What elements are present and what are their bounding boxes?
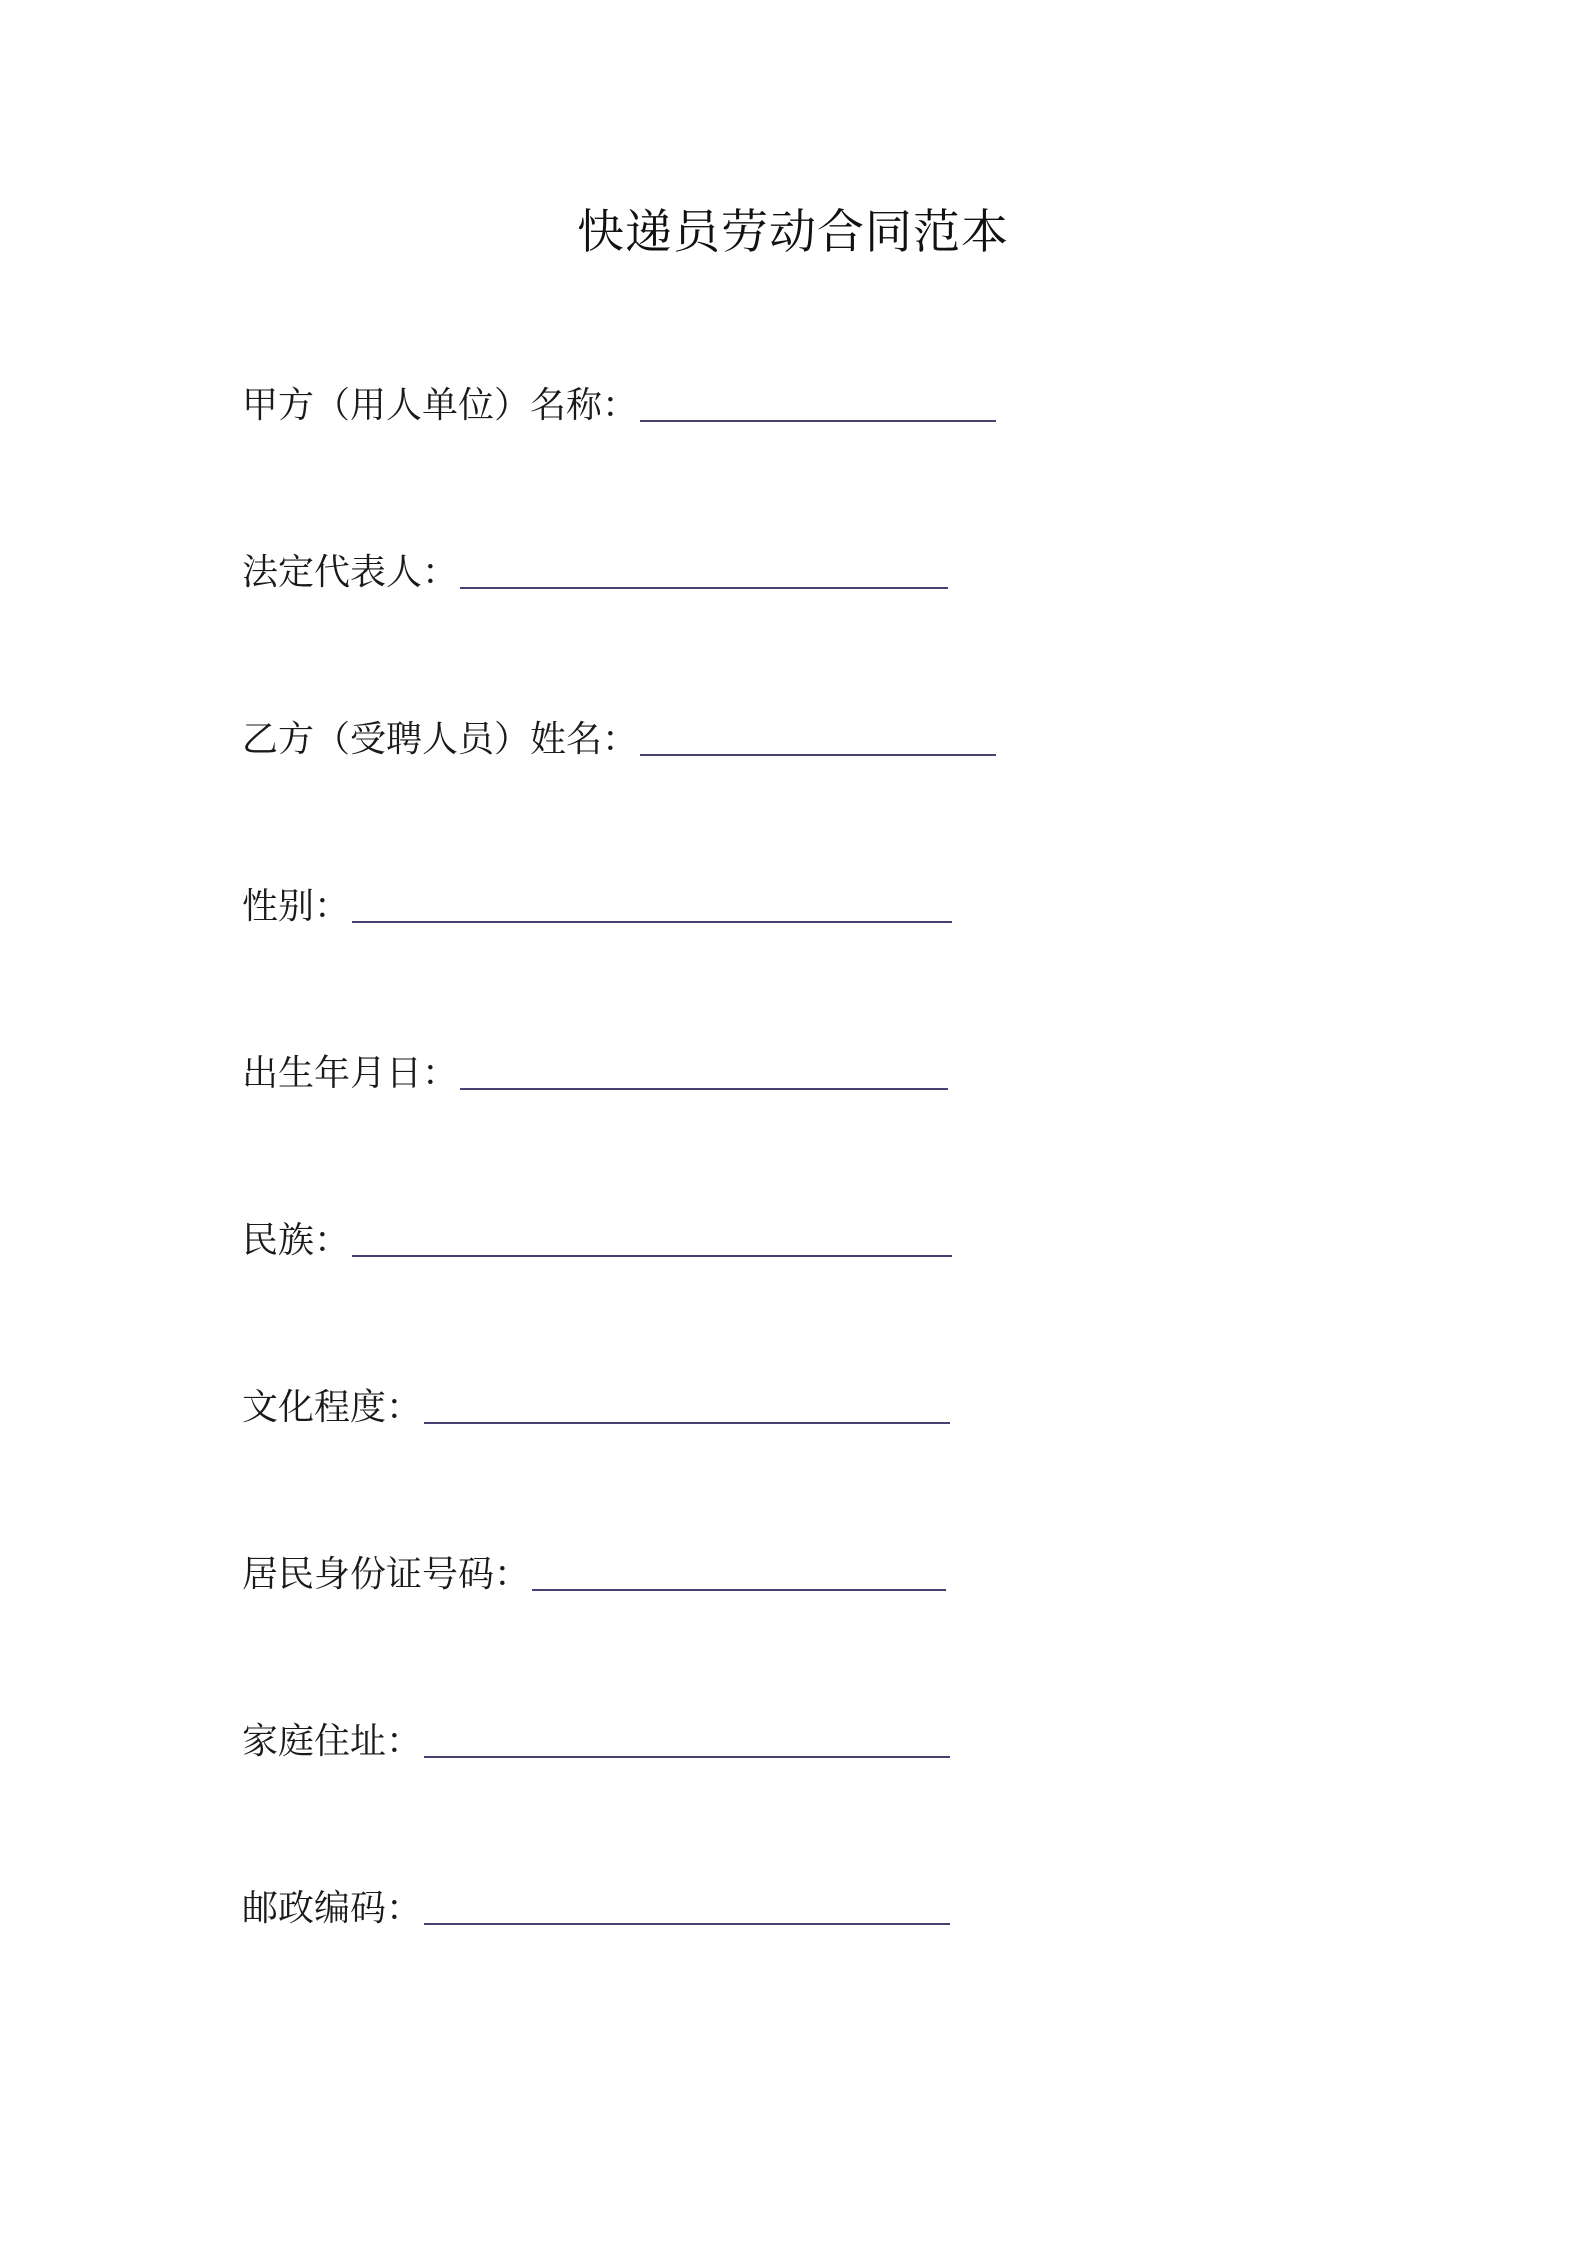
blank-line bbox=[424, 1756, 950, 1758]
blank-line bbox=[352, 921, 952, 923]
field-label: 甲方（用人单位）名称： bbox=[242, 385, 639, 426]
field-label: 乙方（受聘人员）姓名： bbox=[242, 719, 639, 760]
blank-line bbox=[532, 1589, 946, 1591]
field-label: 文化程度： bbox=[242, 1387, 423, 1428]
blank-line bbox=[640, 420, 996, 422]
document-title: 快递员劳动合同范本 bbox=[577, 205, 1009, 260]
field-label: 居民身份证号码： bbox=[242, 1554, 531, 1595]
blank-line bbox=[352, 1255, 952, 1257]
field-label: 性别： bbox=[242, 886, 351, 927]
blank-line bbox=[460, 587, 948, 589]
field-label: 民族： bbox=[242, 1220, 351, 1261]
field-education bbox=[242, 1378, 950, 1432]
field-label: 出生年月日： bbox=[242, 1053, 459, 1094]
blank-line bbox=[460, 1088, 948, 1090]
field-legal-representative bbox=[242, 543, 948, 597]
field-ethnicity bbox=[242, 1211, 952, 1265]
blank-line bbox=[424, 1923, 950, 1925]
field-label: 家庭住址： bbox=[242, 1721, 423, 1762]
field-employer-name bbox=[242, 376, 996, 430]
field-birth-date bbox=[242, 1044, 948, 1098]
field-id-number bbox=[242, 1545, 946, 1599]
field-gender bbox=[242, 877, 952, 931]
blank-line bbox=[640, 754, 996, 756]
field-label: 邮政编码： bbox=[242, 1888, 423, 1929]
field-home-address bbox=[242, 1712, 950, 1766]
field-employee-name bbox=[242, 710, 996, 764]
field-label: 法定代表人： bbox=[242, 552, 459, 593]
field-postal-code bbox=[242, 1879, 950, 1933]
blank-line bbox=[424, 1422, 950, 1424]
